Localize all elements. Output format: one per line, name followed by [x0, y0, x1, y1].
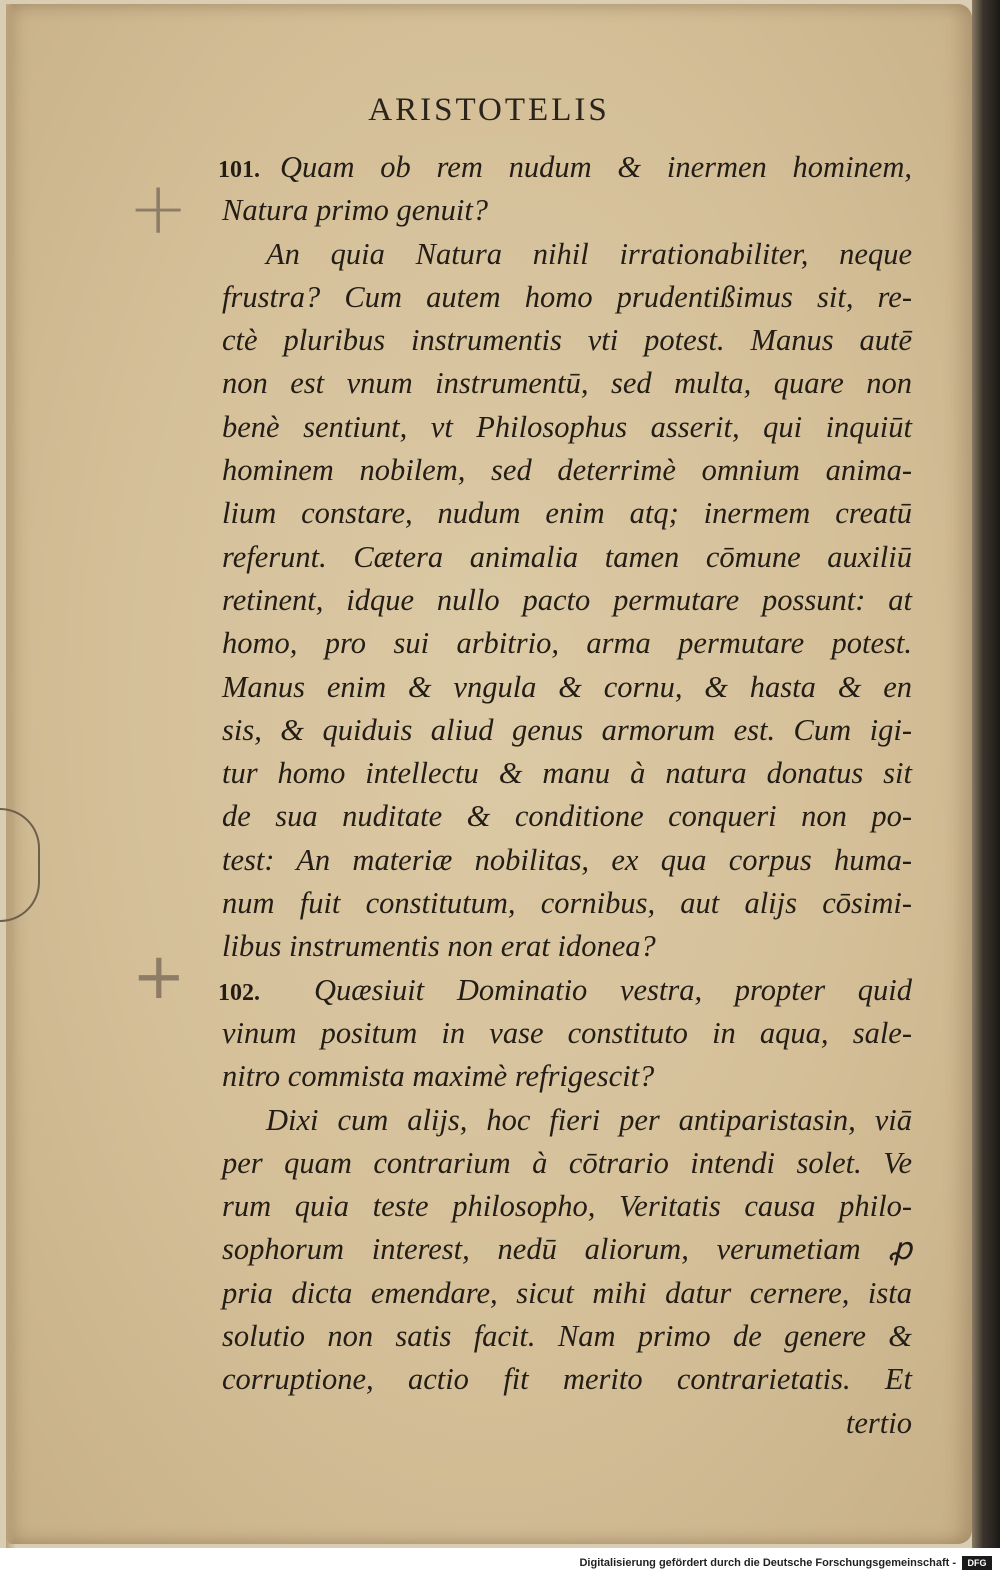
text-line	[222, 709, 912, 752]
line-text: tertio	[845, 1405, 912, 1440]
page-edge	[6, 4, 16, 1552]
line-text: corruptione, actio fit merito contrarietatis. Et	[222, 1362, 912, 1397]
text-line	[222, 1272, 912, 1315]
line-text: vinum positum in vase constituto in aqua, sale-	[222, 1015, 912, 1050]
text-line	[222, 1012, 912, 1055]
line-text: An quia Natura nihil irrationabiliter, neque	[266, 236, 912, 271]
text-line	[222, 406, 912, 449]
dfg-logo: DFG	[962, 1556, 992, 1570]
text-line	[222, 1402, 912, 1445]
line-text: libus instrumentis non erat idonea?	[222, 929, 656, 964]
text-line	[222, 189, 912, 232]
line-text: hominem nobilem, sed deterrimè omnium anima-	[222, 453, 912, 488]
text-line	[222, 666, 912, 709]
text-line	[222, 1099, 912, 1142]
line-text: tur homo intellectu & manu à natura donatus sit	[222, 756, 912, 791]
line-text: non est vnum instrumentū, sed multa, quare non	[222, 366, 912, 401]
line-text: Manus enim & vngula & cornu, & hasta & en	[222, 669, 912, 704]
line-text: ctè pluribus instrumentis vti potest. Manus autē	[222, 323, 912, 358]
text-line	[222, 1358, 912, 1401]
text-line	[222, 882, 912, 925]
text-line	[222, 362, 912, 405]
line-text: Quæsiuit Dominatio vestra, propter quid	[314, 972, 912, 1007]
running-head: ARISTOTELIS	[368, 92, 610, 128]
text-line	[222, 319, 912, 362]
text-line	[222, 233, 912, 276]
line-text: test: An materiæ nobilitas, ex qua corpus huma-	[222, 842, 912, 877]
text-line	[222, 1228, 912, 1271]
text-line	[222, 536, 912, 579]
line-text: solutio non satis facit. Nam primo de genere &	[222, 1319, 912, 1354]
line-text: pria dicta emendare, sicut mihi datur cernere, ista	[222, 1275, 912, 1310]
section-number: 102.	[218, 979, 260, 1006]
line-text: retinent, idque nullo pacto permutare possunt: at	[222, 582, 912, 617]
line-text: lium constare, nudum enim atq; inermem creatū	[222, 496, 912, 531]
text-line	[222, 579, 912, 622]
text-block	[218, 146, 912, 1445]
text-line	[222, 622, 912, 665]
line-text: Natura primo genuit?	[222, 193, 489, 228]
section-number: 101.	[218, 157, 260, 183]
text-line	[222, 925, 912, 968]
line-text: Quam ob rem nudum & inermen hominem,	[280, 150, 912, 184]
text-line	[218, 969, 912, 1012]
text-line	[222, 492, 912, 535]
text-line	[222, 839, 912, 882]
text-line	[222, 795, 912, 838]
marginal-cross-mark: +	[132, 940, 186, 1014]
line-text: frustra? Cum autem homo prudentißimus sit, re-	[222, 279, 912, 314]
text-line	[222, 752, 912, 795]
digitization-footer	[0, 1548, 1000, 1578]
text-line	[222, 449, 912, 492]
line-text: num fuit constitutum, cornibus, aut alijs cōsimi-	[222, 886, 912, 921]
line-text: benè sentiunt, vt Philosophus asserit, qui inquiūt	[222, 409, 912, 444]
line-text: per quam contrarium à cōtrario intendi solet. Ve	[222, 1145, 912, 1180]
text-line	[222, 1315, 912, 1358]
line-text: nitro commista maximè refrigescit?	[222, 1059, 655, 1094]
marginal-cross-mark: +	[128, 166, 189, 250]
text-line	[222, 1055, 912, 1098]
line-text: homo, pro sui arbitrio, arma permutare potest.	[222, 626, 912, 661]
line-text: Dixi cum alijs, hoc fieri per antiparistasin, viā	[266, 1102, 912, 1137]
text-line	[222, 1185, 912, 1228]
line-text: sis, & quiduis aliud genus armorum est. Cum igi-	[222, 712, 912, 747]
line-text: rum quia teste philosopho, Veritatis causa philo-	[222, 1189, 912, 1224]
text-line	[222, 276, 912, 319]
text-line	[218, 146, 912, 189]
line-text: sophorum interest, nedū aliorum, verumetiam ꝓ	[222, 1232, 912, 1267]
footer-credit: Digitalisierung gefördert durch die Deutsche Forschungsgemeinschaft -	[579, 1557, 956, 1569]
line-text: referunt. Cætera animalia tamen cōmune auxiliū	[222, 539, 912, 574]
line-text: de sua nuditate & conditione conqueri non po-	[222, 799, 912, 834]
book-gutter	[972, 0, 1000, 1548]
text-line	[222, 1142, 912, 1185]
